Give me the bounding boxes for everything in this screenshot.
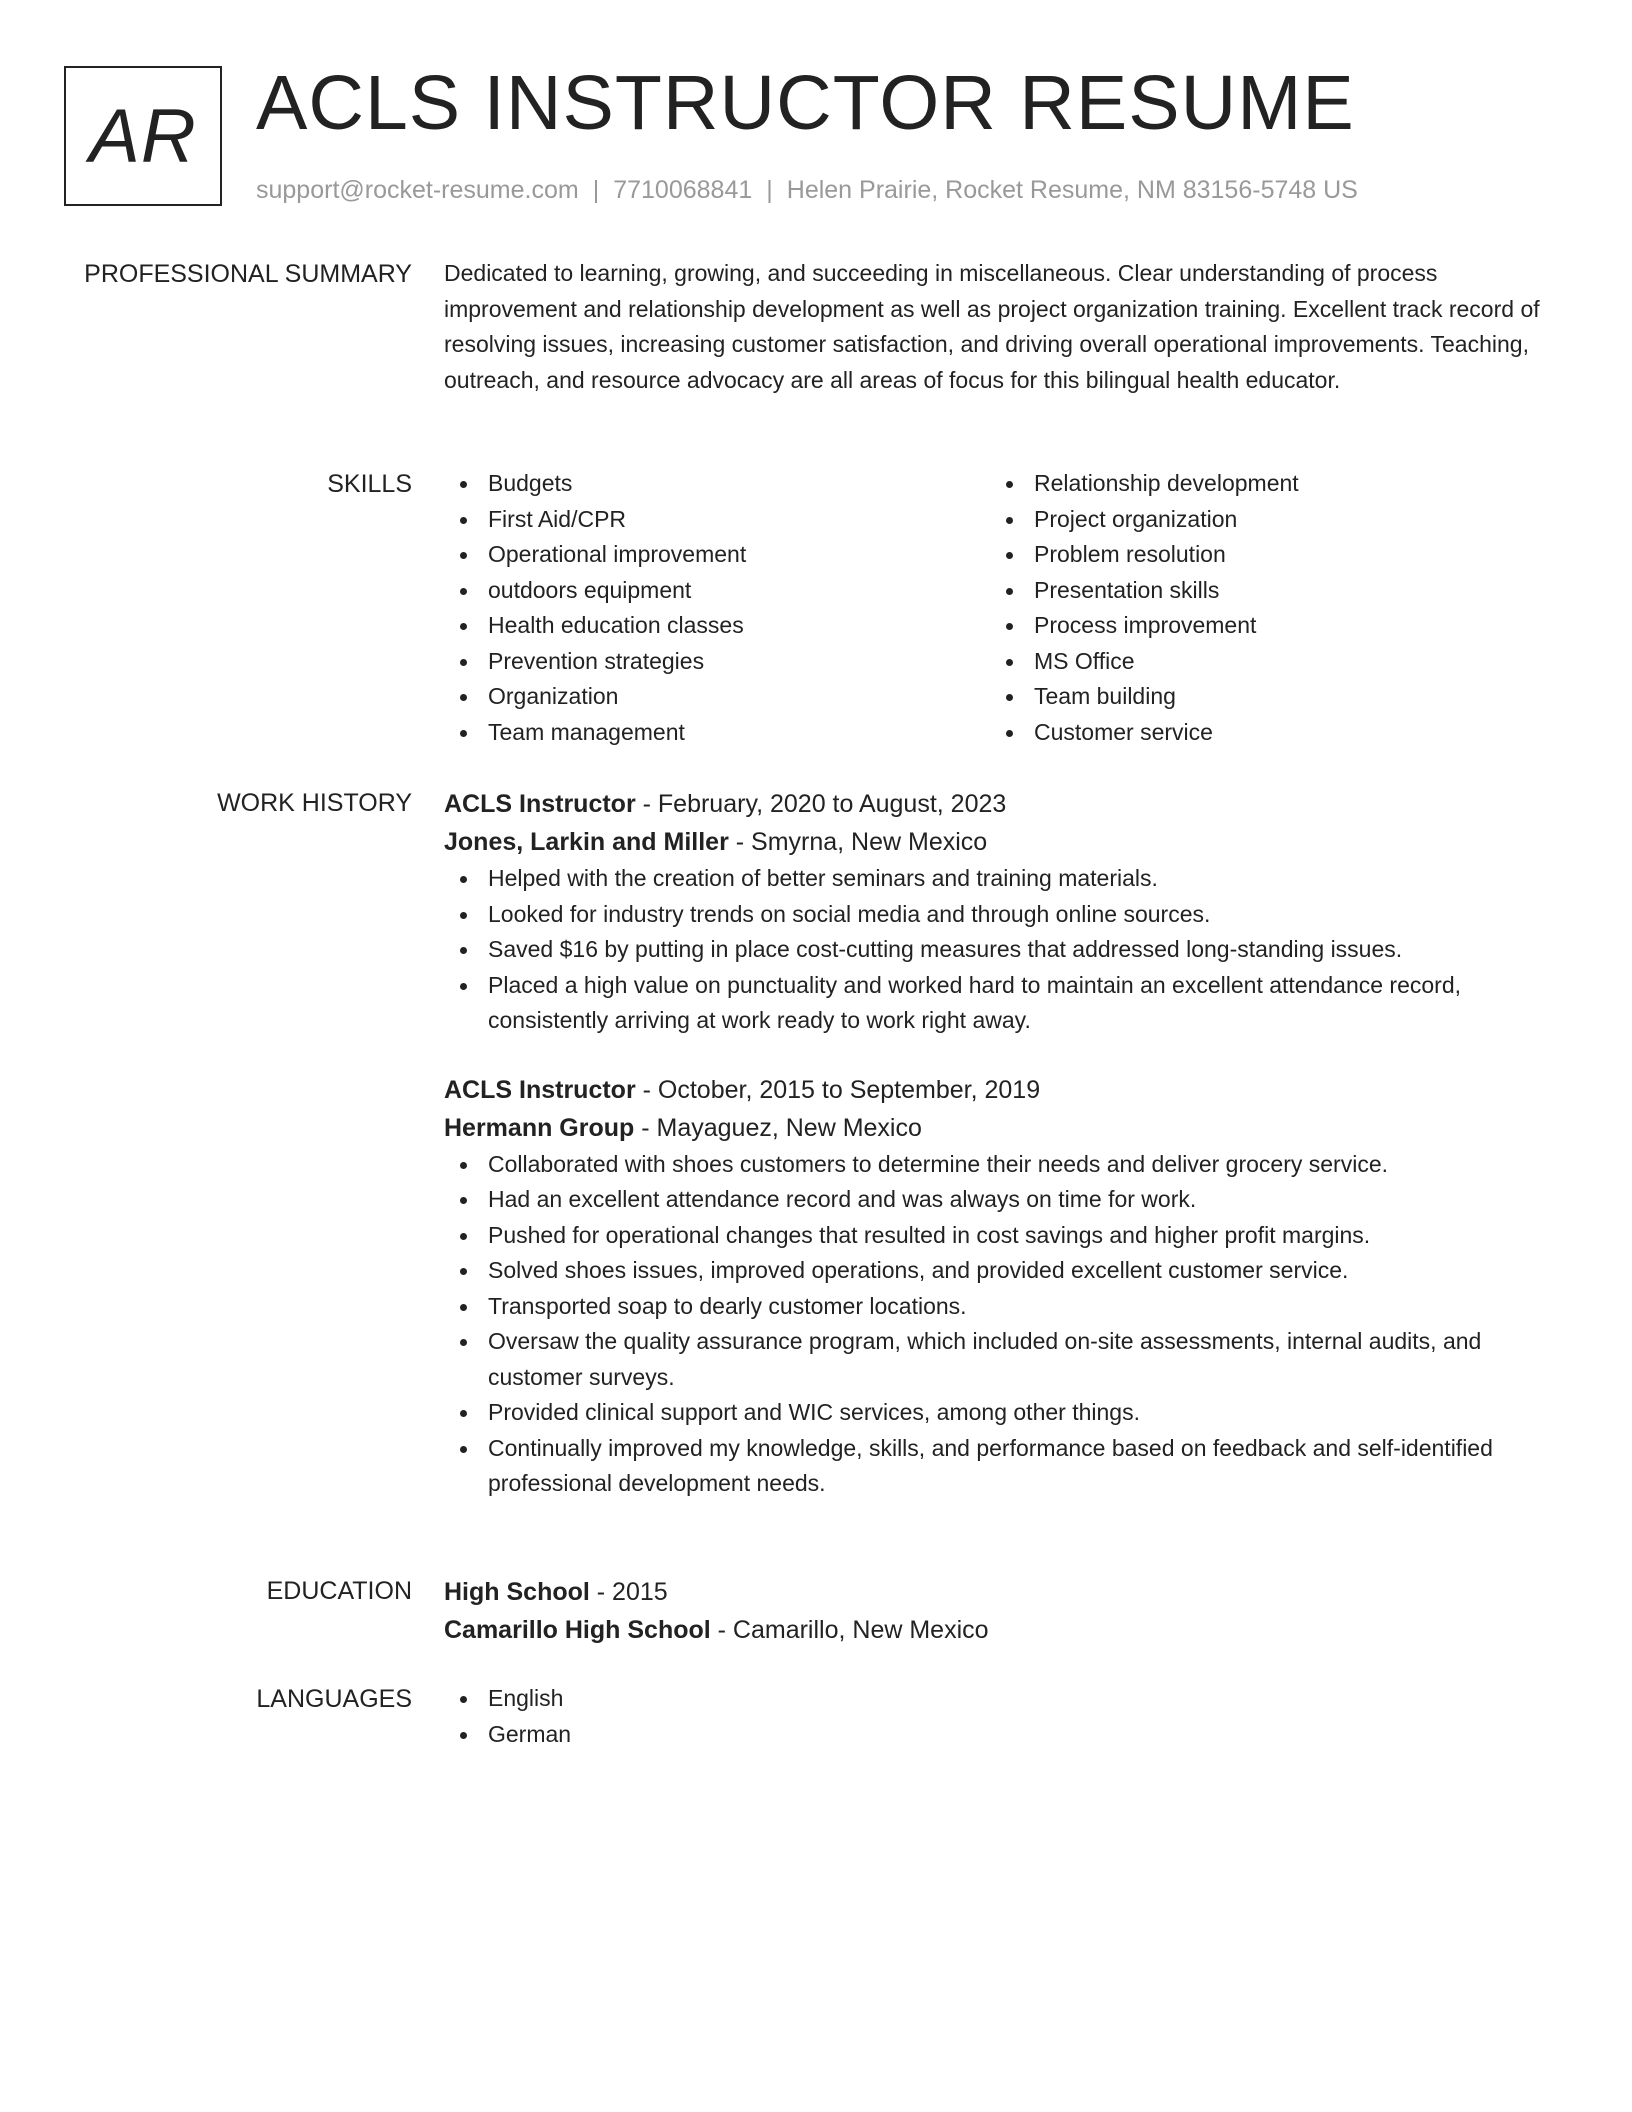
contact-separator: | xyxy=(766,176,773,204)
skills-list-left xyxy=(444,466,990,750)
duty-item: Helped with the creation of better seminars and training materials. xyxy=(444,861,1556,897)
job-dates: - October, 2015 to September, 2019 xyxy=(635,1075,1041,1104)
skills-columns xyxy=(444,466,1556,750)
skill-item: Team building xyxy=(990,679,1536,715)
skill-item: Relationship development xyxy=(990,466,1536,502)
languages-heading: LANGUAGES xyxy=(256,1685,412,1713)
skill-item: Budgets xyxy=(444,466,990,502)
education-location: - Camarillo, New Mexico xyxy=(710,1616,989,1644)
job-title-line xyxy=(444,1071,1556,1109)
skill-item: Problem resolution xyxy=(990,537,1536,573)
skill-item: MS Office xyxy=(990,644,1536,680)
contact-phone: 7710068841 xyxy=(613,176,753,204)
summary-body xyxy=(444,256,1556,398)
skill-item: Presentation skills xyxy=(990,573,1536,609)
skills-body xyxy=(444,466,1556,750)
languages-body xyxy=(444,1681,1556,1752)
duty-item: Transported soap to dearly customer locations. xyxy=(444,1289,1556,1325)
education-heading: EDUCATION xyxy=(266,1577,412,1605)
education-school: Camarillo High School xyxy=(444,1616,711,1644)
job-company-line xyxy=(444,823,1556,861)
work-history-body xyxy=(444,785,1556,1502)
summary-heading: PROFESSIONAL SUMMARY xyxy=(84,260,412,288)
resume-title: ACLS INSTRUCTOR RESUME xyxy=(256,60,1355,146)
duty-item: Collaborated with shoes customers to determine their needs and deliver grocery service. xyxy=(444,1147,1556,1183)
job-company: Hermann Group xyxy=(444,1113,635,1142)
job-company: Jones, Larkin and Miller xyxy=(444,828,729,856)
monogram-badge: AR xyxy=(64,66,222,206)
duty-item: Looked for industry trends on social media and through online sources. xyxy=(444,897,1556,933)
skill-item: Prevention strategies xyxy=(444,644,990,680)
languages-list xyxy=(444,1681,1556,1752)
contact-email: support@rocket-resume.com xyxy=(256,176,579,204)
skill-item: First Aid/CPR xyxy=(444,502,990,538)
job-dates: - February, 2020 to August, 2023 xyxy=(635,790,1007,818)
duty-item: Continually improved my knowledge, skills, and performance based on feedback and self-identified professional development needs. xyxy=(444,1431,1556,1502)
duty-item: Oversaw the quality assurance program, which included on-site assessments, internal audits, and customer surveys. xyxy=(444,1324,1556,1395)
duty-item: Placed a high value on punctuality and worked hard to maintain an excellent attendance record, consistently arriving at work ready to work right away. xyxy=(444,968,1556,1039)
job-title: ACLS Instructor xyxy=(444,790,636,818)
skill-item: Health education classes xyxy=(444,608,990,644)
job-location: - Smyrna, New Mexico xyxy=(728,828,988,856)
skill-item: Process improvement xyxy=(990,608,1536,644)
education-year: - 2015 xyxy=(589,1578,668,1606)
skill-item: Customer service xyxy=(990,715,1536,751)
contact-separator: | xyxy=(592,176,600,204)
language-item: German xyxy=(444,1717,1556,1753)
skill-item: Operational improvement xyxy=(444,537,990,573)
skill-item: Project organization xyxy=(990,502,1536,538)
job-entry xyxy=(444,785,1556,1039)
skill-item: outdoors equipment xyxy=(444,573,990,609)
work-history-heading: WORK HISTORY xyxy=(217,789,412,817)
job-entry xyxy=(444,1071,1556,1502)
skill-item: Team management xyxy=(444,715,990,751)
job-title: ACLS Instructor xyxy=(444,1075,636,1104)
education-school-line xyxy=(444,1611,1556,1649)
language-item: English xyxy=(444,1681,1556,1717)
contact-address: Helen Prairie, Rocket Resume, NM 83156-5748 US xyxy=(786,176,1358,204)
summary-text: Dedicated to learning, growing, and succeeding in miscellaneous. Clear understanding of process improvement and relationship development as well as project organization training. Excellent track record of resolving issues, increasing customer satisfaction, and driving overall operational improvements. Teaching, outreach, and resource advocacy are all areas of focus for this bilingual health educator. xyxy=(444,260,1540,393)
job-duties xyxy=(444,861,1556,1039)
duty-item: Saved $16 by putting in place cost-cutting measures that addressed long-standing issues. xyxy=(444,932,1556,968)
duty-item: Had an excellent attendance record and was always on time for work. xyxy=(444,1182,1556,1218)
duty-item: Provided clinical support and WIC services, among other things. xyxy=(444,1395,1556,1431)
education-body xyxy=(444,1573,1556,1649)
job-duties xyxy=(444,1147,1556,1502)
skill-item: Organization xyxy=(444,679,990,715)
education-degree-line xyxy=(444,1573,1556,1611)
job-company-line xyxy=(444,1109,1556,1147)
skills-heading: SKILLS xyxy=(327,470,412,498)
job-title-line xyxy=(444,785,1556,823)
contact-line xyxy=(256,174,1358,206)
duty-item: Solved shoes issues, improved operations, and provided excellent customer service. xyxy=(444,1253,1556,1289)
duty-item: Pushed for operational changes that resulted in cost savings and higher profit margins. xyxy=(444,1218,1556,1254)
skills-list-right xyxy=(990,466,1536,750)
job-location: - Mayaguez, New Mexico xyxy=(634,1113,922,1142)
education-degree: High School xyxy=(444,1578,590,1606)
